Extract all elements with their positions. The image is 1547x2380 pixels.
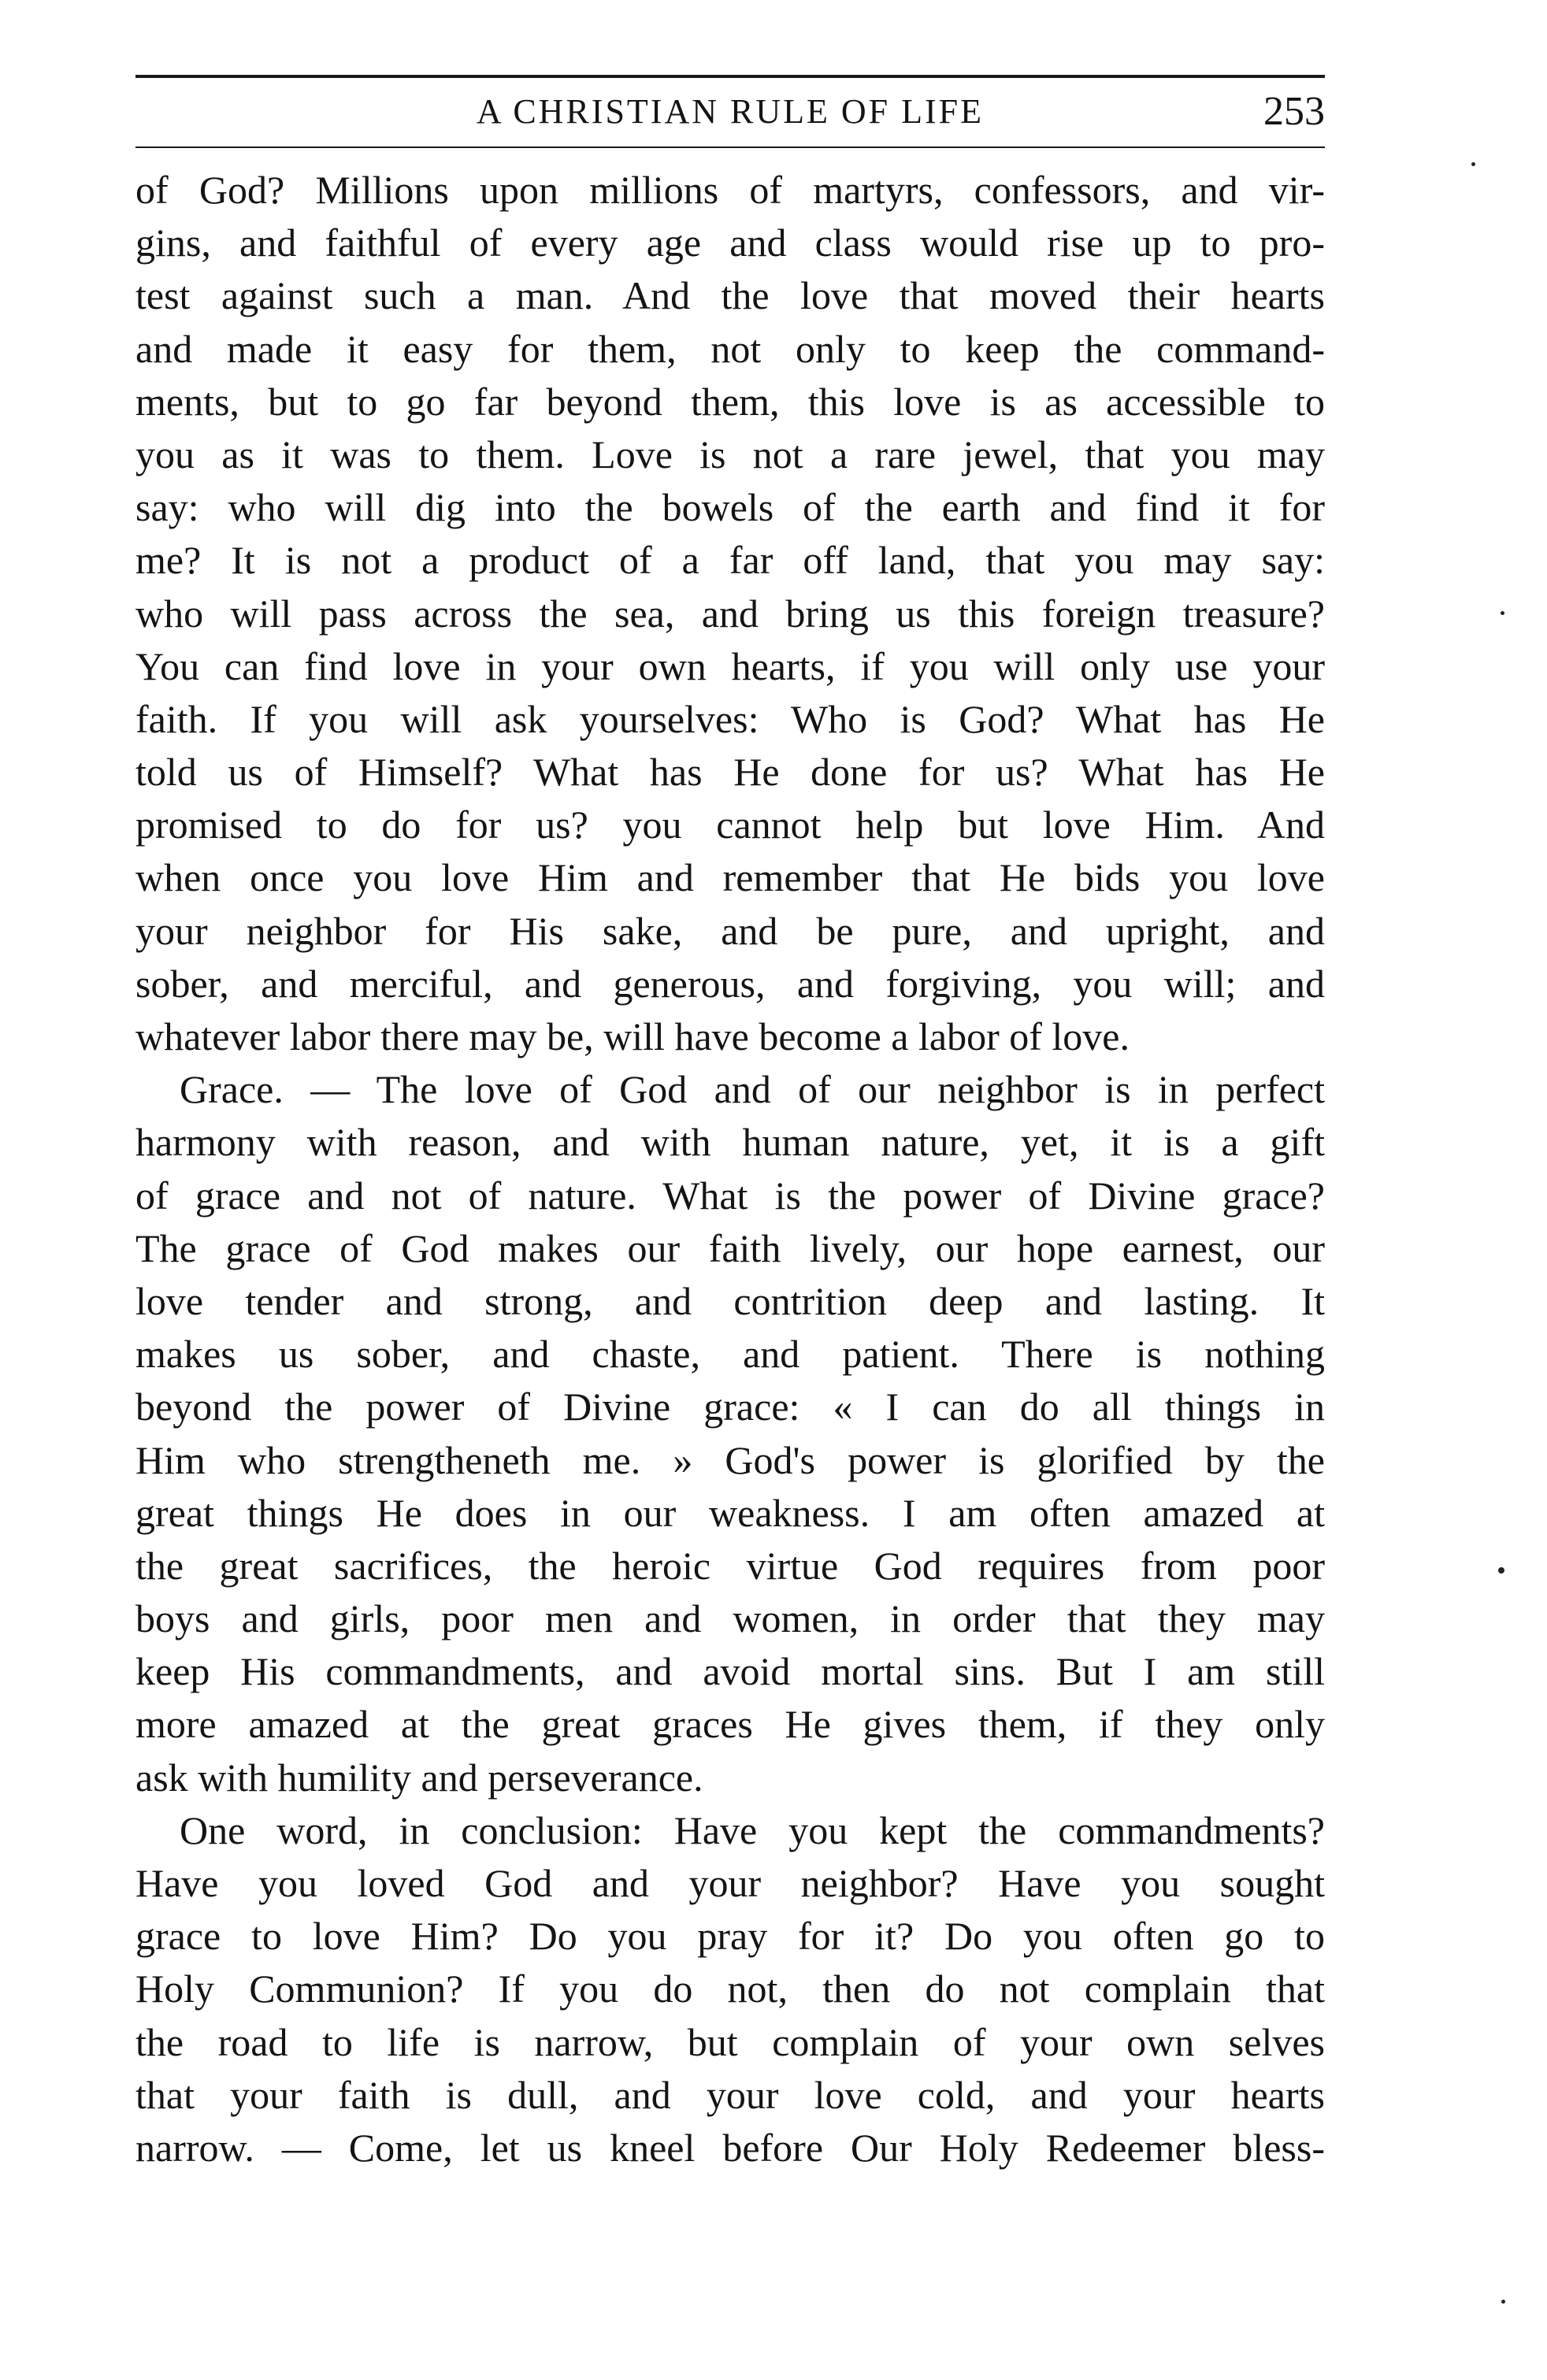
body-text	[135, 164, 1325, 2174]
text-line: promised to do for us? you cannot help but love Him. And	[135, 803, 1325, 847]
text-line: Holy Communion? If you do not, then do not complain that	[135, 1967, 1325, 2011]
text-line: the road to life is narrow, but complain of your own selves	[135, 2019, 1325, 2064]
header-bottom-rule	[135, 146, 1325, 148]
section-heading-line: Grace. — The love of God and of our neighbor is in perfect	[180, 1067, 1325, 1112]
text-line: and made it easy for them, not only to keep the command-	[135, 326, 1325, 371]
text-line: You can find love in your own hearts, if you will only use your	[135, 643, 1325, 688]
text-line: that your faith is dull, and your love cold, and your hearts	[135, 2072, 1325, 2117]
text-line: who will pass across the sea, and bring us this foreign treasure?	[135, 591, 1325, 636]
text-line: when once you love Him and remember that He bids you love	[135, 855, 1325, 900]
text-line: the great sacrifices, the heroic virtue God requires from poor	[135, 1543, 1325, 1588]
text-line: Have you loved God and your neighbor? Have you sought	[135, 1861, 1325, 1905]
header-top-rule	[135, 75, 1325, 78]
text-line: boys and girls, poor men and women, in order that they may	[135, 1596, 1325, 1641]
text-line: harmony with reason, and with human nature, yet, it is a gift	[135, 1120, 1325, 1165]
running-title: A CHRISTIAN RULE OF LIFE	[476, 92, 985, 131]
scan-speck	[1471, 162, 1475, 166]
text-line: told us of Himself? What has He done for us? What has He	[135, 750, 1325, 795]
text-line: you as it was to them. Love is not a rare jewel, that you may	[135, 432, 1325, 476]
text-line: beyond the power of Divine grace: « I can do all things in	[135, 1385, 1325, 1429]
text-line: Him who strengtheneth me. » God's power is glorified by the	[135, 1437, 1325, 1482]
text-line: great things He does in our weakness. I am often amazed at	[135, 1490, 1325, 1535]
text-line: of grace and not of nature. What is the power of Divine grace?	[135, 1173, 1325, 1218]
text-line: of God? Millions upon millions of martyrs, confessors, and vir-	[135, 168, 1325, 212]
text-line: makes us sober, and chaste, and patient. There is nothing	[135, 1332, 1325, 1377]
text-line: narrow. — Come, let us kneel before Our Holy Redeemer bless-	[135, 2125, 1325, 2170]
paragraph-end-line: ask with humility and perseverance.	[135, 1755, 703, 1800]
paragraph-end-line: whatever labor there may be, will have become a labor of love.	[135, 1014, 1130, 1058]
text-line: The grace of God makes our faith lively, our hope earnest, our	[135, 1225, 1325, 1270]
text-line: say: who will dig into the bowels of the earth and find it for	[135, 485, 1325, 530]
scan-speck	[1501, 611, 1504, 615]
text-line: test against such a man. And the love that moved their hearts	[135, 273, 1325, 318]
text-line: keep His commandments, and avoid mortal sins. But I am still	[135, 1649, 1325, 1694]
text-line: more amazed at the great graces He gives them, if they only	[135, 1702, 1325, 1747]
text-line: your neighbor for His sake, and be pure, and upright, and	[135, 908, 1325, 953]
page-number: 253	[1263, 89, 1325, 134]
text-line: love tender and strong, and contrition deep and lasting. It	[135, 1278, 1325, 1323]
text-line: faith. If you will ask yourselves: Who is God? What has He	[135, 696, 1325, 741]
scan-speck	[1501, 2300, 1505, 2304]
text-line: grace to love Him? Do you pray for it? Do you often go to	[135, 1914, 1325, 1959]
text-line: sober, and merciful, and generous, and forgiving, you will; and	[135, 961, 1325, 1006]
text-line: me? It is not a product of a far off land, that you may say:	[135, 538, 1325, 583]
text-line: gins, and faithful of every age and class would rise up to pro-	[135, 221, 1325, 265]
paragraph-start-line: One word, in conclusion: Have you kept the commandments?	[180, 1807, 1325, 1852]
text-line: ments, but to go far beyond them, this love is as accessible to	[135, 379, 1325, 424]
scan-speck	[1498, 1567, 1504, 1574]
